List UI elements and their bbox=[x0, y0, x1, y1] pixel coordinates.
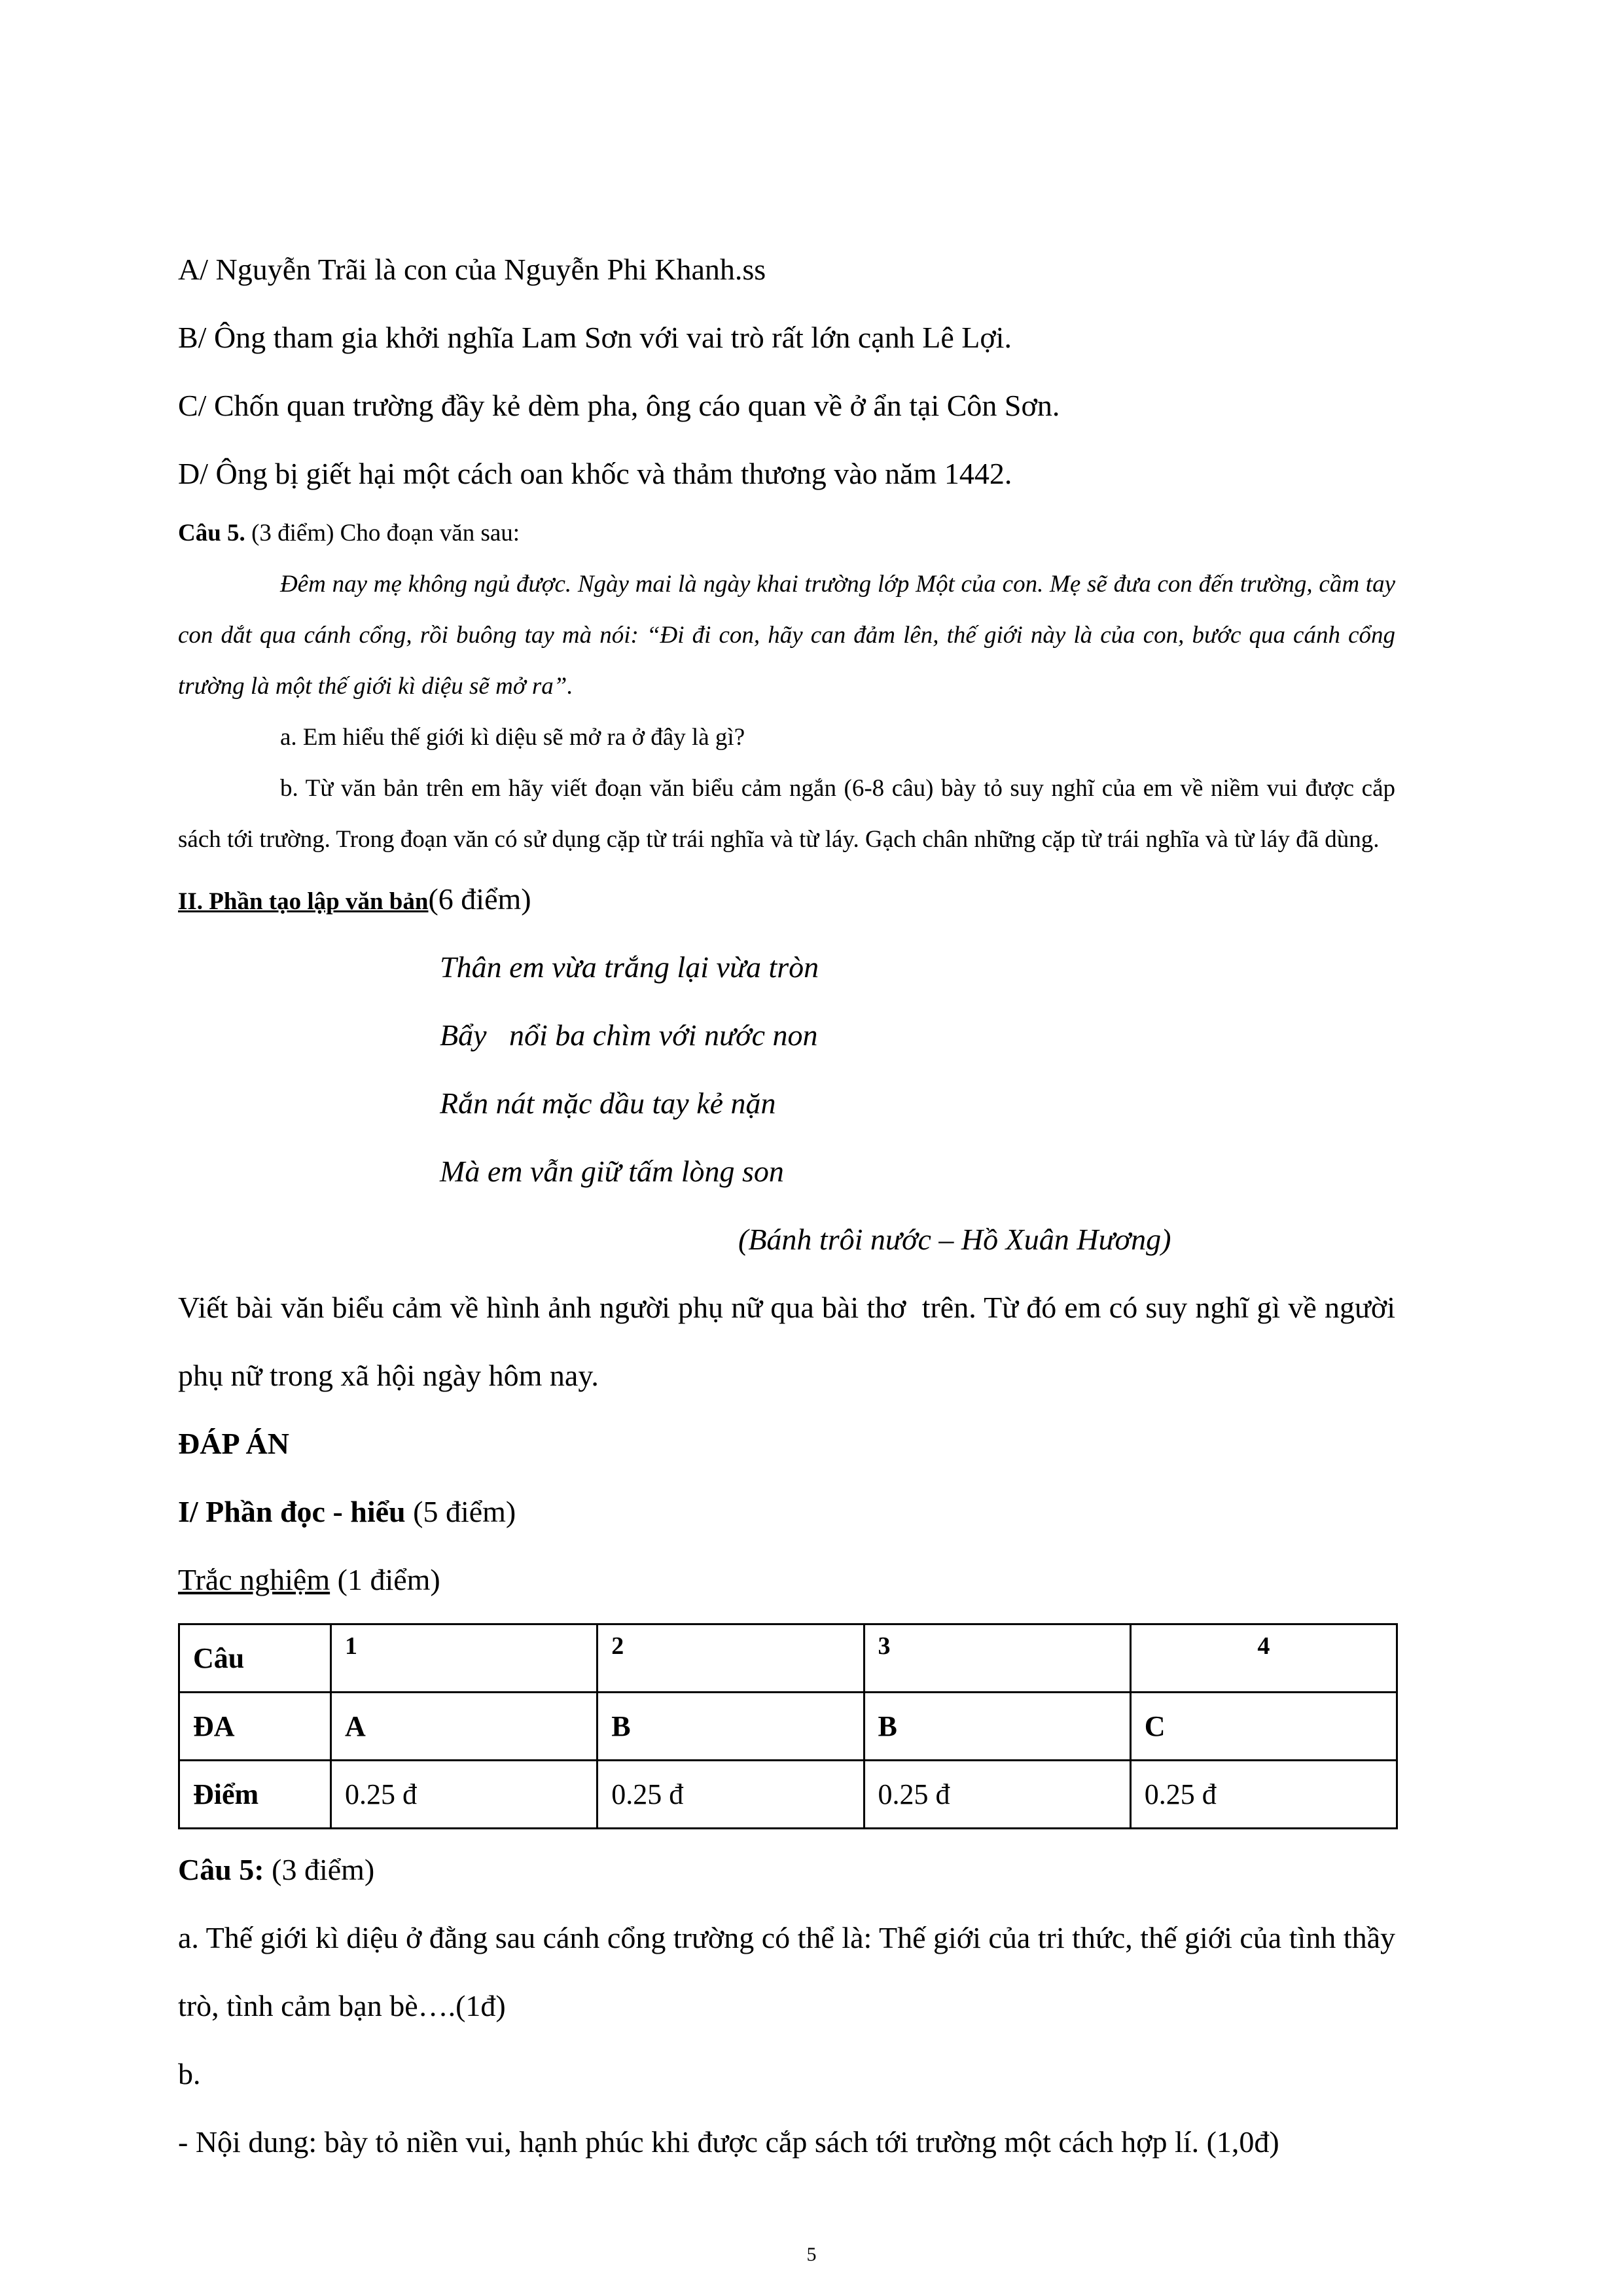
table-row-answers bbox=[179, 1693, 1397, 1761]
answer-cau5-points: (3 điểm) bbox=[264, 1853, 375, 1886]
poem-line-2: Bẩy nổi ba chìm với nước non bbox=[440, 1018, 818, 1052]
table-cell-a4: C bbox=[1130, 1693, 1397, 1761]
table-cell-a2: B bbox=[597, 1693, 864, 1761]
poem-line-1: Thân em vừa trắng lại vừa tròn bbox=[440, 950, 819, 984]
option-b: B/ Ông tham gia khởi nghĩa Lam Sơn với vai trò rất lớn cạnh Lê Lợi. bbox=[178, 321, 1012, 354]
table-cell-p1: 0.25 đ bbox=[331, 1761, 597, 1829]
answer-key-table bbox=[178, 1623, 1398, 1829]
table-cell-q3: 3 bbox=[864, 1624, 1130, 1693]
table-cell-diem: Điểm bbox=[179, 1761, 331, 1829]
table-cell-q1: 1 bbox=[331, 1624, 597, 1693]
poem-line-4: Mà em vẫn giữ tấm lòng son bbox=[440, 1155, 784, 1188]
table-row-points bbox=[179, 1761, 1397, 1829]
table-cell-da: ĐA bbox=[179, 1693, 331, 1761]
answer-section1-label: I/ Phần đọc - hiểu bbox=[178, 1495, 406, 1528]
table-cell-q4: 4 bbox=[1130, 1624, 1397, 1693]
answer-section1-heading bbox=[178, 1478, 1395, 1546]
table-cell-p4: 0.25 đ bbox=[1130, 1761, 1397, 1829]
poem-attribution: (Bánh trôi nước – Hồ Xuân Hương) bbox=[738, 1223, 1171, 1256]
answer-cau5-heading bbox=[178, 1836, 1395, 1904]
trac-nghiem-heading bbox=[178, 1546, 1395, 1614]
poem-line-3: Rắn nát mặc dầu tay kẻ nặn bbox=[440, 1086, 776, 1120]
question-a: a. Em hiểu thế giới kì diệu sẽ mở ra ở đây là gì? bbox=[280, 724, 745, 751]
page-number: 5 bbox=[806, 2244, 817, 2265]
cau5-intro-text: (3 điểm) Cho đoạn văn sau: bbox=[245, 520, 520, 547]
table-cell-a1: A bbox=[331, 1693, 597, 1761]
section2-heading bbox=[178, 865, 1395, 933]
answer-key-title: ĐÁP ÁN bbox=[178, 1427, 289, 1460]
trac-nghiem-label: Trắc nghiệm bbox=[178, 1563, 330, 1596]
passage-quote: Đêm nay mẹ không ngủ được. Ngày mai là ngày khai trường lớp Một của con. Mẹ sẽ đưa con đến trường, cầm tay con dắt qua cánh cổng, rồi buông tay mà nói: “Đi đi con, hãy can đảm lên, thế giới này là của con, bước qua cánh cổng trường là một thế giới kì diệu sẽ mở ra”. bbox=[178, 571, 1395, 700]
answer-b-note: - Nội dung: bày tỏ niền vui, hạnh phúc khi được cắp sách tới trường một cách hợp lí. (1,0đ) bbox=[178, 2125, 1279, 2159]
essay-task: Viết bài văn biểu cảm về hình ảnh người phụ nữ qua bài thơ trên. Từ đó em có suy nghĩ gì về người phụ nữ trong xã hội ngày hôm nay. bbox=[178, 1291, 1395, 1392]
table-cell-p3: 0.25 đ bbox=[864, 1761, 1130, 1829]
cau5-label: Câu 5. bbox=[178, 520, 245, 547]
answer-section1-points: (5 điểm) bbox=[405, 1495, 516, 1528]
question-b: b. Từ văn bản trên em hãy viết đoạn văn biểu cảm ngắn (6-8 câu) bày tỏ suy nghĩ của em về niềm vui được cắp sách tới trường. Trong đoạn văn có sử dụng cặp từ trái nghĩa và từ láy. Gạch chân những cặp từ trái nghĩa và từ láy đã dùng. bbox=[178, 775, 1395, 853]
table-cell-a3: B bbox=[864, 1693, 1130, 1761]
option-a: A/ Nguyễn Trãi là con của Nguyễn Phi Khanh.ss bbox=[178, 253, 766, 286]
table-cell-p2: 0.25 đ bbox=[597, 1761, 864, 1829]
table-row-questions bbox=[179, 1624, 1397, 1693]
option-c: C/ Chốn quan trường đầy kẻ dèm pha, ông cáo quan về ở ẩn tại Côn Sơn. bbox=[178, 389, 1060, 422]
trac-nghiem-points: (1 điểm) bbox=[330, 1563, 440, 1596]
option-d: D/ Ông bị giết hại một cách oan khốc và thảm thương vào năm 1442. bbox=[178, 457, 1012, 490]
table-cell-q2: 2 bbox=[597, 1624, 864, 1693]
cau5-intro bbox=[178, 508, 1395, 559]
section2-heading-label: II. Phần tạo lập văn bản bbox=[178, 888, 429, 915]
table-cell-cau: Câu bbox=[179, 1624, 331, 1693]
answer-a-text: a. Thế giới kì diệu ở đằng sau cánh cổng trường có thể là: Thế giới của tri thức, thế giới của tình thầy trò, tình cảm bạn bè….(1đ) bbox=[178, 1921, 1395, 2022]
section2-heading-points: (6 điểm) bbox=[428, 882, 531, 916]
document-content bbox=[178, 236, 1395, 2176]
answer-b-label: b. bbox=[178, 2057, 201, 2090]
answer-cau5-label: Câu 5: bbox=[178, 1853, 264, 1886]
